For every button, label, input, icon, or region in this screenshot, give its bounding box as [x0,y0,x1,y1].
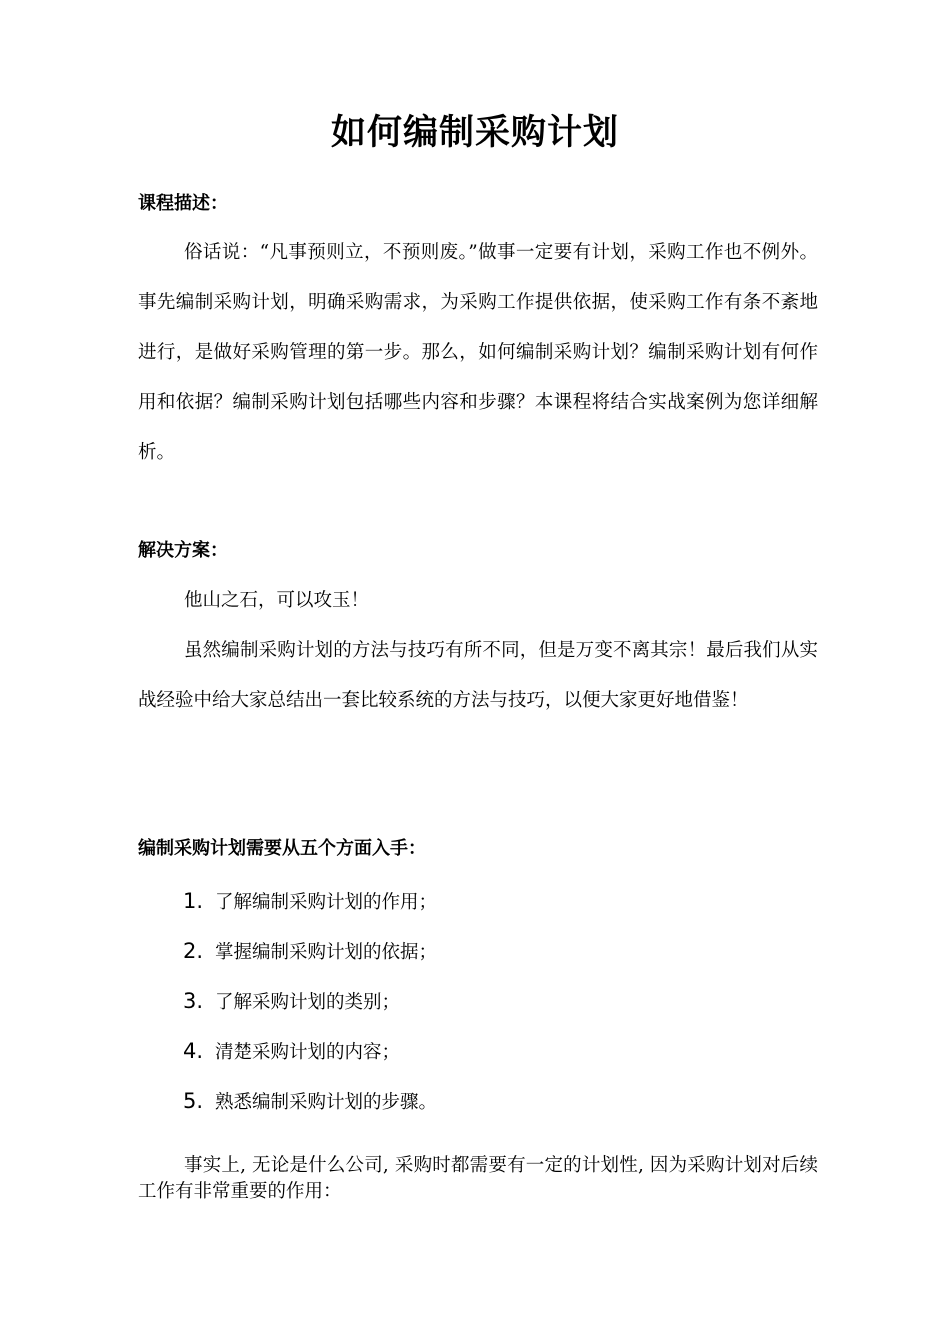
course-description-paragraph: 俗话说：“凡事预则立，不预则废。”做事一定要有计划，采购工作也不例外。事先编制采购计划，明确采购需求，为采购工作提供依据，使采购工作有条不紊地进行，是做好采购管理的第一步。那么，如何编制采购计划？编制采购计划有何作用和依据？编制采购计划包括哪些内容和步骤？本课程将结合实战案例为您详细解析。 [138,242,818,463]
list-item-text: 掌握编制采购计划的依据； [215,942,438,963]
list-item-number: 4. [183,1039,204,1063]
list-item [183,1026,437,1076]
list-item [183,1076,437,1126]
solution-paragraph-1: 他山之石，可以攻玉！ [184,590,370,611]
section-heading-course-description: 课程描述： [138,193,228,214]
document-title: 如何编制采购计划 [330,113,619,153]
five-aspects-list [183,876,437,1126]
closing-paragraph: 事实上, 无论是什么公司, 采购时都需要有一定的计划性, 因为采购计划对后续工作有非常重要的作用： [138,1155,818,1202]
list-item [183,976,437,1026]
list-item [183,926,437,976]
list-item-number: 5. [183,1089,204,1113]
list-item-text: 熟悉编制采购计划的步骤。 [215,1092,438,1113]
section-heading-five-aspects: 编制采购计划需要从五个方面入手： [138,838,426,859]
solution-paragraph-2: 虽然编制采购计划的方法与技巧有所不同，但是万变不离其宗！最后我们从实战经验中给大家总结出一套比较系统的方法与技巧，以便大家更好地借鉴！ [138,640,818,711]
list-item-text: 了解编制采购计划的作用； [215,892,438,913]
list-item-number: 2. [183,939,204,963]
list-item [183,876,437,926]
list-item-number: 1. [183,889,204,913]
list-item-number: 3. [183,989,204,1013]
section-heading-solution: 解决方案： [138,540,228,561]
list-item-text: 了解采购计划的类别； [215,992,401,1013]
list-item-text: 清楚采购计划的内容； [215,1042,401,1063]
